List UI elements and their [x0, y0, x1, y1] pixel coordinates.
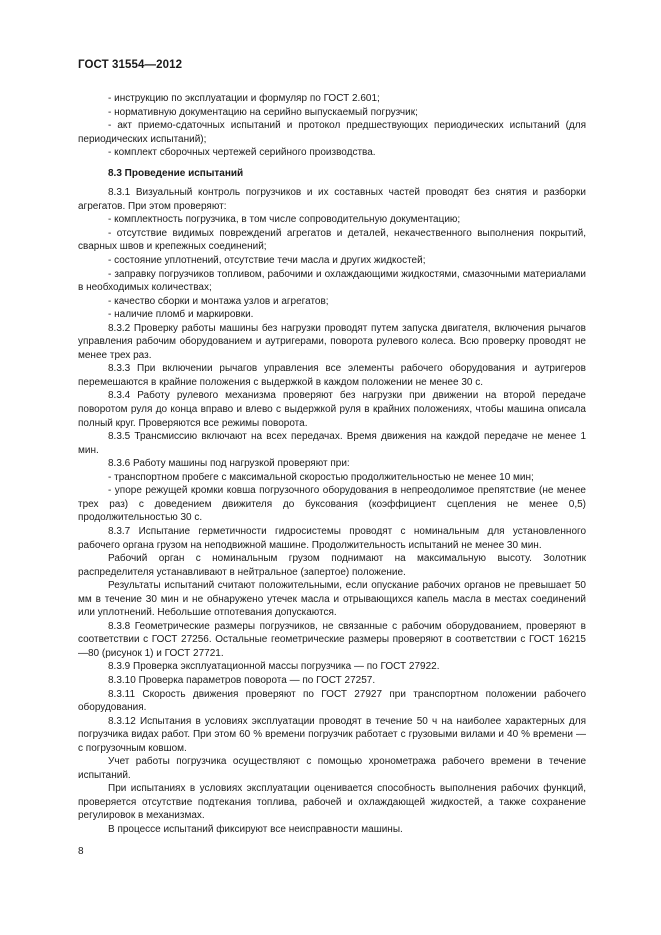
- list-item: - нормативную документацию на серийно выпускаемый погрузчик;: [108, 106, 418, 118]
- section-heading: 8.3 Проведение испытаний: [108, 167, 244, 179]
- list-item: - комплектность погрузчика, в том числе сопроводительную документацию;: [108, 214, 461, 226]
- paragraph: 8.3.11 Скорость движения проверяют по ГОСТ 27927 при транспортном положении рабочего оборудования.: [78, 688, 586, 714]
- list-item: - состояние уплотнений, отсутствие течи масла и других жидкостей;: [108, 255, 426, 267]
- paragraph: 8.3.4 Работу рулевого механизма проверяют без нагрузки при движении на второй передаче поворотом руля до конца вправо и влево с выдержкой руля в крайних положениях, чтобы машина описала полный круг. Проверяются все режимы поворота.: [78, 390, 586, 429]
- list-item: - упоре режущей кромки ковша погрузочного оборудования в непреодолимое препятствие (не менее трех раз) с доведением движителя до буксования (коэффициент сцепления не менее 0,5) продолжительностью 30 с.: [78, 485, 586, 524]
- paragraph: 8.3.6 Работу машины под нагрузкой проверяют при:: [108, 458, 350, 470]
- paragraph: 8.3.7 Испытание герметичности гидросистемы проводят с номинальным для установленного рабочего органа грузом на неподвижной машине. Продолжительность испытаний не менее 30 мин.: [78, 525, 586, 551]
- paragraph: При испытаниях в условиях эксплуатации оценивается способность выполнения рабочих функций, проверяется отсутствие подтекания топлива, рабочей и охлаждающей жидкостей, а также сохранение регулировок в механизмах.: [78, 783, 586, 822]
- list-item: - заправку погрузчиков топливом, рабочими и охлаждающими жидкостями, смазочными материалами в необходимых количествах;: [78, 268, 586, 294]
- paragraph: 8.3.8 Геометрические размеры погрузчиков, не связанные с рабочим оборудованием, проверяют в соответствии с ГОСТ 27256. Остальные геометрические размеры проверяют в соответствии с ГОСТ 16215—80 (рисунок 1) и ГОСТ 27721.: [78, 620, 586, 659]
- list-item: - отсутствие видимых повреждений агрегатов и деталей, некачественного выполнения покрытий, сварных швов и крепежных соединений;: [78, 227, 586, 253]
- list-item: - инструкцию по эксплуатации и формуляр по ГОСТ 2.601;: [108, 93, 380, 104]
- paragraph: Рабочий орган с номинальным грузом поднимают на максимальную высоту. Золотник распределителя устанавливают в нейтральное (запертое) положение.: [78, 553, 586, 578]
- list-item: - качество сборки и монтажа узлов и агрегатов;: [108, 295, 329, 307]
- paragraph: Результаты испытаний считают положительными, если опускание рабочих органов не превышает 50 мм в течение 30 мин и не обнаружено утечек масла и отрывающихся капель масла в местах соединений или уплотнений. Небольшие отпотевания допускаются.: [78, 580, 586, 619]
- paragraph: 8.3.10 Проверка параметров поворота — по ГОСТ 27257.: [108, 674, 376, 686]
- paragraph: 8.3.1 Визуальный контроль погрузчиков и их составных частей проводят без снятия и разборки агрегатов. При этом проверяют:: [78, 187, 586, 212]
- paragraph: 8.3.2 Проверку работы машины без нагрузки проводят путем запуска двигателя, включения рычагов управления рабочим оборудованием и аутригерами, поворота рулевого колеса. Всю проверку проводят не менее трех раз.: [78, 322, 586, 361]
- paragraph: 8.3.9 Проверка эксплуатационной массы погрузчика — по ГОСТ 27922.: [108, 661, 440, 673]
- list-item: - наличие пломб и маркировки.: [108, 309, 254, 321]
- paragraph: 8.3.12 Испытания в условиях эксплуатации проводят в течение 50 ч на наиболее характерных для погрузчика видах работ. При этом 60 % времени погрузчик работает с грузовыми вилами и 40 % времени — с погрузочным ковшом.: [78, 715, 586, 754]
- paragraph: В процессе испытаний фиксируют все неисправности машины.: [108, 823, 403, 835]
- list-item: - комплект сборочных чертежей серийного производства.: [108, 147, 376, 159]
- paragraph: 8.3.5 Трансмиссию включают на всех передачах. Время движения на каждой передаче не менее 1 мин.: [78, 431, 586, 456]
- document-body: [78, 92, 586, 837]
- document-header: ГОСТ 31554—2012: [78, 59, 183, 71]
- page-number: 8: [78, 846, 84, 857]
- paragraph: 8.3.3 При включении рычагов управления все элементы рабочего оборудования и аутригеров перемешаются в крайние положения с выдержкой в каждом положении не менее 30 с.: [78, 363, 586, 388]
- paragraph: Учет работы погрузчика осуществляют с помощью хронометража рабочего времени в течение испытаний.: [78, 756, 586, 781]
- list-item: - акт приемо-сдаточных испытаний и протокол предшествующих периодических испытаний (для периодических испытаний);: [78, 120, 586, 145]
- list-item: - транспортном пробеге с максимальной скоростью продолжительностью не менее 10 мин;: [108, 471, 534, 483]
